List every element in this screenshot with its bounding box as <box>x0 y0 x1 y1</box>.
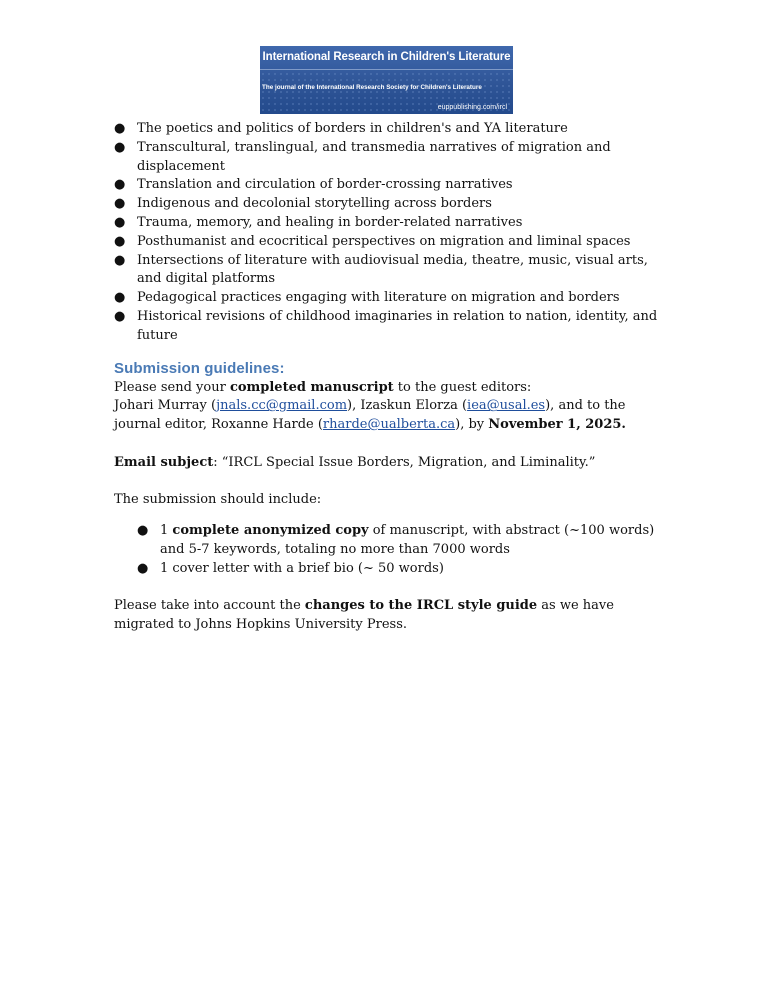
banner-title: International Research in Children's Literature <box>262 51 511 63</box>
list-item: ● Posthumanist and ecocritical perspectives on migration and liminal spaces <box>114 233 674 252</box>
bullet-icon: ● <box>114 233 126 249</box>
list-item: ● Trauma, memory, and healing in border-related narratives <box>114 214 674 233</box>
bullet-icon: ● <box>114 290 126 306</box>
bullet-icon: ● <box>114 252 126 268</box>
bullet-icon: ● <box>114 308 126 324</box>
bullet-icon: ● <box>114 196 126 212</box>
email-link-elorza[interactable]: iea@usal.es <box>467 398 546 414</box>
list-item: ● 1 cover letter with a brief bio (~ 50 words) <box>114 560 674 579</box>
bullet-icon: ● <box>137 560 149 576</box>
list-item: ● 1 complete anonymized copy of manuscript, with abstract (~100 words) and 5-7 keywords, totaling no more than 7000 words <box>137 523 655 557</box>
deadline: November 1, 2025. <box>488 417 626 433</box>
list-item: ● Transcultural, translingual, and transmedia narratives of migration and displacement <box>114 139 611 174</box>
email-subject: Email subject: “IRCL Special Issue Borders, Migration, and Liminality.” <box>114 454 596 470</box>
submission-guidelines-heading: Submission guidelines: <box>114 359 285 377</box>
bullet-icon: ● <box>137 523 149 539</box>
send-instructions: Please send your completed manuscript to the guest editors: Johari Murray (jnals.cc@gmail.com), Izaskun Elorza (iea@usal.es), and to the journal editor, Roxanne Harde (rharde@ualberta.ca), by November 1, 2025. <box>114 379 626 433</box>
email-link-murray[interactable]: jnals.cc@gmail.com <box>216 398 348 414</box>
bullet-icon: ● <box>114 214 126 230</box>
list-item: ● The poetics and politics of borders in children's and YA literature <box>114 120 674 139</box>
list-item: ● Pedagogical practices engaging with literature on migration and borders <box>114 289 674 308</box>
email-link-harde[interactable]: rharde@ualberta.ca <box>322 417 456 433</box>
banner-url: euppublishing.com/ircl <box>437 104 507 111</box>
list-item: ● Translation and circulation of border-crossing narratives <box>114 176 674 195</box>
journal-banner-logo <box>260 46 513 114</box>
list-item: ● Historical revisions of childhood imaginaries in relation to nation, identity, and future <box>114 308 658 343</box>
bullet-icon: ● <box>114 121 126 136</box>
list-item: ● Intersections of literature with audiovisual media, theatre, music, visual arts, and digital platforms <box>114 252 648 287</box>
document-body <box>114 120 674 635</box>
banner-divider <box>260 69 513 70</box>
style-guide-note: Please take into account the changes to the IRCL style guide as we have migrated to Johns Hopkins University Press. <box>114 598 614 633</box>
banner-subtitle: The journal of the International Research Society for Children's Literature <box>262 84 482 91</box>
list-item: ● Indigenous and decolonial storytelling across borders <box>114 195 674 214</box>
topics-list <box>114 120 674 346</box>
include-intro: The submission should include: <box>114 492 322 508</box>
include-list <box>114 522 674 578</box>
bullet-icon: ● <box>114 177 126 193</box>
bullet-icon: ● <box>114 139 126 155</box>
